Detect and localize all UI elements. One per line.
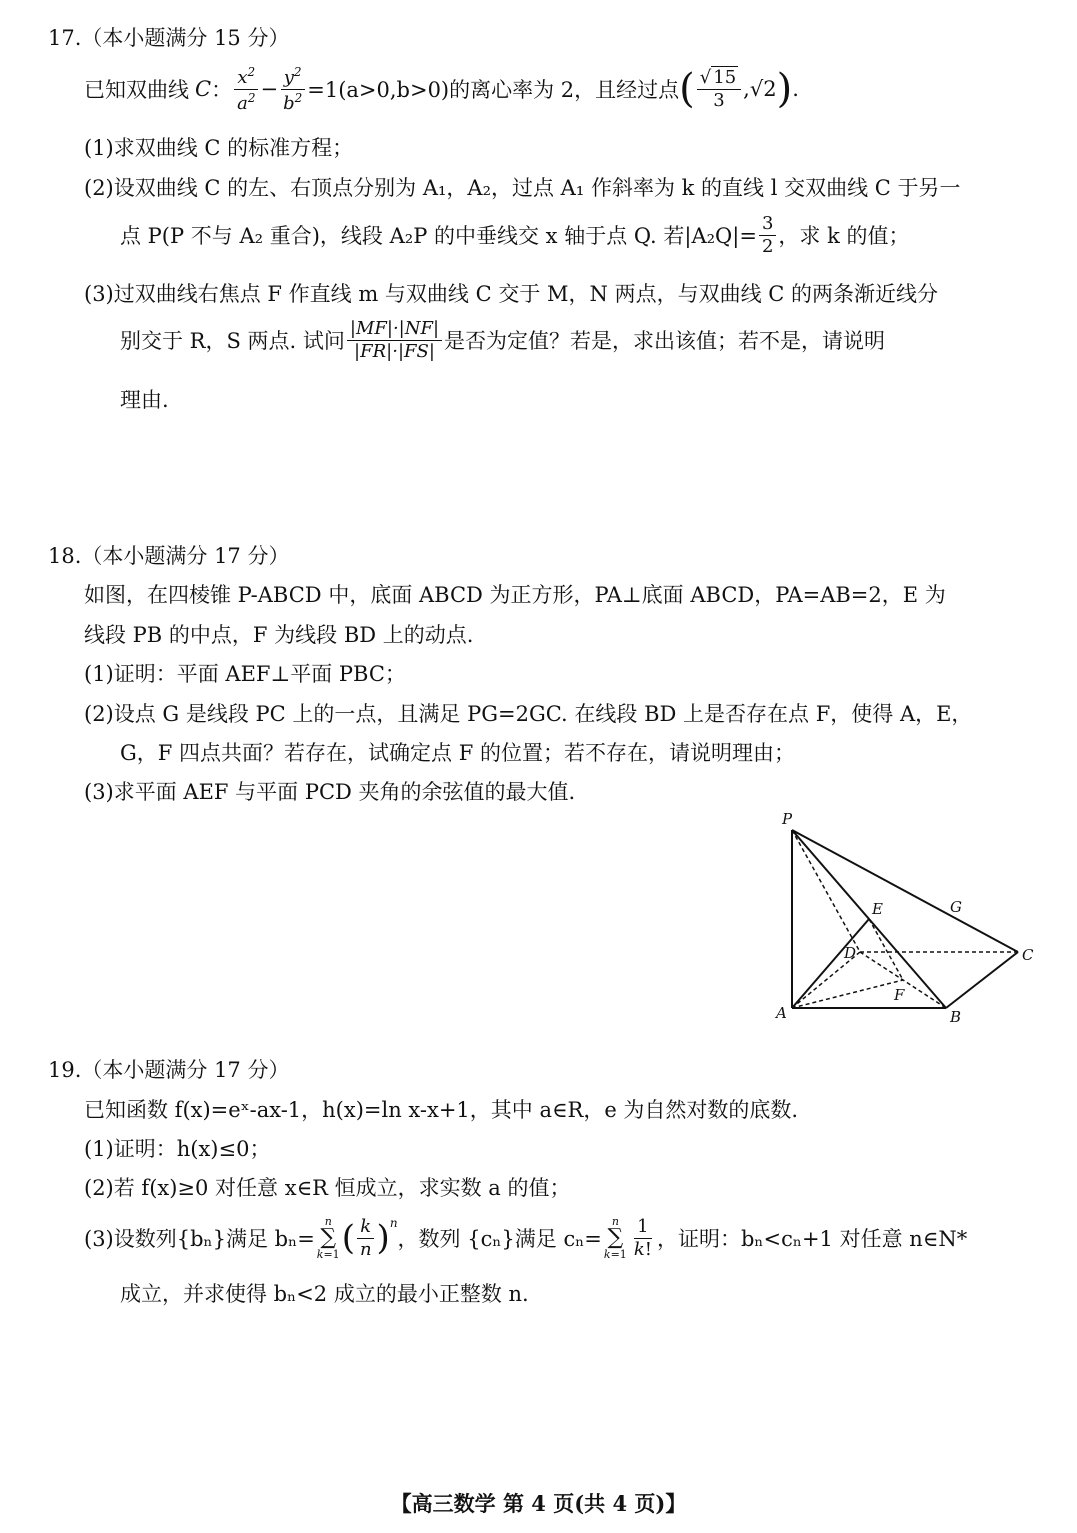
pyramid-figure [770,810,1050,1030]
q18-part1: (1)证明：平面 AEF⊥平面 PBC； [84,662,406,686]
q18-line1: 如图，在四棱锥 P-ABCD 中，底面 ABCD 为正方形，PA⊥底面 ABCD，PA=AB=2，E 为 [84,583,946,607]
q17-heading: 17.（本小题满分 15 分） [48,26,290,50]
q18-part2-line1: (2)设点 G 是线段 PC 上的一点，且满足 PG=2GC. 在线段 BD 上是否存在点 F，使得 A，E， [84,702,973,726]
q17-part3-tail: 是否为定值？若是，求出该值；若不是，请说明 [444,329,886,353]
q19-part3-line1: (3)设数列{bₙ}满足 bₙ= n ∑ k=1 ( $\frac{k}{n}$ ) $^n$ ，数列 {cₙ}满足 cₙ= n ∑ k=1 $\frac{1}{k!}$ ，证明：bₙ<cₙ+1 对任意 n∈N* [84,1215,968,1261]
q19-line1: 已知函数 f(x)=eˣ-ax-1，h(x)=ln x-x+1，其中 a∈R，e 为自然对数的底数. [84,1098,799,1122]
ratio-fraction: $\frac{|MF|\cdot|NF|}{|FR|\cdot|FS|}$ [347,320,442,361]
x2-over-a2: $\frac{x^2}{a^2}$ [234,66,258,113]
q17-intro: 已知双曲线 C ： $\frac{x^2}{a^2}$ − $\frac{y^2}{b^2}$ =1(a>0,b>0)的离心率为 2，且经过点 ( $\frac{√ 15}{3}$ ,√2 ) . [84,64,799,114]
q19-part2: (2)若 f(x)≥0 对任意 x∈R 恒成立，求实数 a 的值； [84,1176,571,1200]
q17-part3-line2 [120,314,885,366]
q17-part2-tail: ，求 k 的值； [778,224,910,248]
label-E: E [872,900,883,918]
label-G: G [950,898,962,916]
label-F: F [894,986,905,1004]
q17-part2-text: 点 P(P 不与 A₂ 重合)，线段 A₂P 的中垂线交 x 轴于点 Q. 若|A₂Q|= [120,224,757,248]
q17-part3-line1: (3)过双曲线右焦点 F 作直线 m 与双曲线 C 交于 M，N 两点，与双曲线 C 的两条渐近线分 [84,282,938,306]
label-P: P [782,810,793,828]
edge-AE [792,919,869,1008]
q17-intro-text-a: 已知双曲线 [84,78,189,102]
sum-k-to-n-c: n ∑ k=1 [603,1215,627,1261]
page-footer: 【高三数学 第 4 页(共 4 页)】 [390,1491,687,1516]
k-over-n: $\frac{k}{n}$ [357,1218,375,1259]
q18-part3: (3)求平面 AEF 与平面 PCD 夹角的余弦值的最大值. [84,780,576,804]
q19-heading: 19.（本小题满分 17 分） [48,1058,290,1082]
point-tail: ,√2 [743,77,777,101]
q17-part3-line3: 理由. [120,388,169,412]
sum-k-to-n-b: n ∑ k=1 [316,1215,340,1261]
q17-part2-line1: (2)设双曲线 C 的左、右顶点分别为 A₁，A₂，过点 A₁ 作斜率为 k 的直线 l 交双曲线 C 于另一 [84,176,961,200]
label-D: D [844,944,857,962]
label-A: A [776,1004,787,1022]
edge-PC [792,830,1018,952]
q18-heading: 18.（本小题满分 17 分） [48,544,290,568]
q19-part1: (1)证明：h(x)≤0； [84,1137,271,1161]
edge-BC [946,952,1018,1008]
q19-part3-text-b: ，数列 {cₙ}满足 cₙ= [397,1227,602,1251]
edge-EF [869,919,903,980]
q17-intro-text-b: =1(a>0,b>0)的离心率为 2，且经过点 [307,78,680,102]
q17-part3-text: 别交于 R，S 两点. 试问 [120,329,345,353]
three-halves: $\frac{3}{2}$ [759,215,776,256]
point-fraction: $\frac{√ 15}{3}$ [697,69,741,110]
label-B: B [950,1008,962,1026]
label-C: C [1022,946,1034,964]
q19-part3-text-a: (3)设数列{bₙ}满足 bₙ= [84,1227,315,1251]
one-over-k-factorial: $\frac{1}{k!}$ [633,1215,652,1260]
q19-part3-line2: 成立，并求使得 bₙ<2 成立的最小正整数 n. [120,1282,529,1306]
q18-part2-line2: G，F 四点共面？若存在，试确定点 F 的位置；若不存在，请说明理由； [120,741,795,765]
q17-part2-line2 [120,210,909,260]
q19-part3-text-c: ，证明：bₙ<cₙ+1 对任意 n∈N* [656,1227,968,1251]
y2-over-b2: $\frac{y^2}{b^2}$ [280,66,305,113]
q18-line2: 线段 PB 的中点，F 为线段 BD 上的动点. [84,623,474,647]
q17-part1: (1)求双曲线 C 的标准方程； [84,136,354,160]
